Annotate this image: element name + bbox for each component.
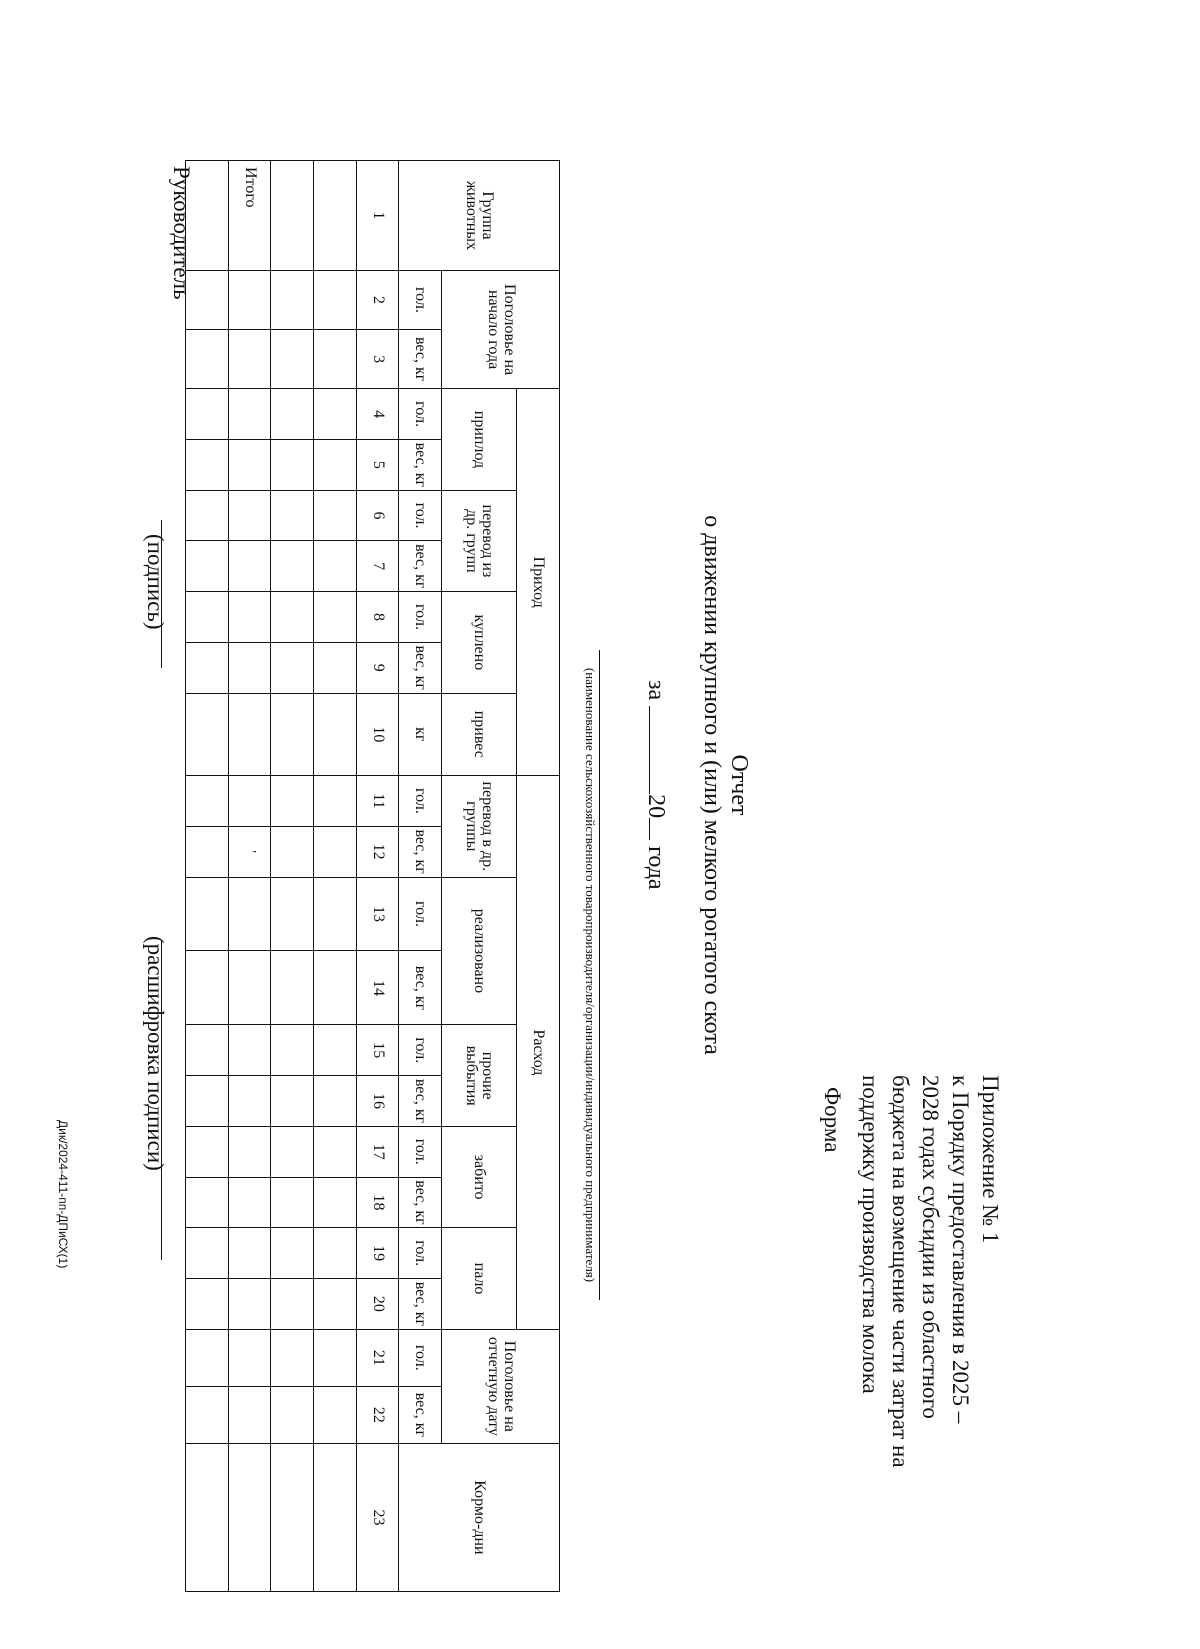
column-number: 13	[356, 877, 399, 951]
header-sold: реализовано	[442, 877, 517, 1025]
unit-head: гол.	[399, 1126, 442, 1177]
unit-weight: вес, кг	[399, 1076, 442, 1127]
unit-kg: кг	[399, 693, 442, 776]
report-title	[698, 200, 752, 1370]
column-number: 6	[356, 490, 399, 541]
signature-block	[120, 160, 200, 1560]
header-offspring: приплод	[442, 389, 517, 490]
table-cell[interactable]	[228, 541, 271, 592]
table-cell[interactable]	[228, 951, 271, 1025]
period-suffix: года	[643, 846, 669, 890]
table-cell[interactable]	[271, 1228, 314, 1279]
table-cell[interactable]	[228, 389, 271, 440]
table-cell[interactable]	[228, 693, 271, 776]
unit-head: гол.	[399, 592, 442, 643]
unit-weight: вес, кг	[399, 1177, 442, 1228]
unit-weight: вес, кг	[399, 541, 442, 592]
table-cell[interactable]	[271, 642, 314, 693]
table-cell[interactable]	[271, 161, 314, 271]
signatory-role: Руководитель	[169, 166, 194, 300]
table-cell[interactable]	[228, 1025, 271, 1076]
unit-weight: вес, кг	[399, 1386, 442, 1443]
table-cell[interactable]	[314, 439, 357, 490]
table-cell[interactable]	[228, 1126, 271, 1177]
table-cell[interactable]	[271, 439, 314, 490]
column-number: 4	[356, 389, 399, 440]
table-cell[interactable]	[271, 1329, 314, 1386]
table-cell[interactable]	[271, 592, 314, 643]
table-cell[interactable]	[228, 1279, 271, 1330]
header-row	[517, 161, 560, 1592]
title-subheading: о движении крупного и (или) мелкого рогатого скота	[699, 515, 725, 1055]
column-number: 19	[356, 1228, 399, 1279]
column-number: 16	[356, 1076, 399, 1127]
table-cell[interactable]	[314, 877, 357, 951]
table-cell[interactable]	[271, 877, 314, 951]
table-cell[interactable]	[314, 1228, 357, 1279]
appendix-note	[855, 1075, 1005, 1595]
column-number: 7	[356, 541, 399, 592]
table-cell[interactable]	[314, 592, 357, 643]
unit-weight: вес, кг	[399, 826, 442, 877]
appendix-line: Приложение № 1	[978, 1075, 1003, 1244]
unit-head: гол.	[399, 776, 442, 827]
column-number: 5	[356, 439, 399, 490]
table-cell[interactable]	[228, 1177, 271, 1228]
data-row	[271, 161, 314, 1592]
table-cell[interactable]	[314, 161, 357, 271]
column-number: 23	[356, 1443, 399, 1591]
table-cell[interactable]	[314, 1443, 357, 1591]
year-blank	[649, 818, 670, 840]
header-transfer-to: перевод в др. группы	[442, 776, 517, 877]
table-cell[interactable]	[228, 592, 271, 643]
unit-weight: вес, кг	[399, 642, 442, 693]
table-cell[interactable]	[271, 490, 314, 541]
column-number: 15	[356, 1025, 399, 1076]
unit-head: гол.	[399, 490, 442, 541]
table-cell[interactable]	[314, 951, 357, 1025]
table-cell[interactable]	[314, 1076, 357, 1127]
table-cell[interactable]	[228, 877, 271, 951]
column-number: 10	[356, 693, 399, 776]
table-cell[interactable]	[271, 951, 314, 1025]
title-heading: Отчет	[726, 754, 752, 816]
unit-head: гол.	[399, 1228, 442, 1279]
table-cell[interactable]	[228, 642, 271, 693]
appendix-line: к Порядку предоставления в 2025 –	[948, 1075, 973, 1424]
table-cell[interactable]	[314, 389, 357, 440]
table-cell[interactable]	[271, 541, 314, 592]
total-row	[228, 161, 271, 1592]
table-cell[interactable]	[271, 1177, 314, 1228]
unit-head: гол.	[399, 389, 442, 440]
table-cell[interactable]	[271, 389, 314, 440]
column-number: 2	[356, 270, 399, 329]
appendix-line: 2028 годах субсидии из областного	[918, 1075, 943, 1419]
table-cell[interactable]	[271, 1025, 314, 1076]
period-prefix: за	[643, 680, 669, 701]
table-cell[interactable]	[314, 693, 357, 776]
unit-head: гол.	[399, 270, 442, 329]
column-number: 11	[356, 776, 399, 827]
header-dead: пало	[442, 1228, 517, 1329]
data-row	[314, 161, 357, 1592]
table-cell[interactable]	[271, 1126, 314, 1177]
table-cell[interactable]	[271, 1279, 314, 1330]
appendix-line: бюджета на возмещение части затрат на	[888, 1075, 913, 1468]
unit-head: гол.	[399, 1329, 442, 1386]
table-cell[interactable]	[314, 642, 357, 693]
table-cell[interactable]	[228, 1443, 271, 1591]
table-cell[interactable]	[314, 1279, 357, 1330]
column-number: 9	[356, 642, 399, 693]
period-blank	[649, 706, 670, 794]
table-cell[interactable]	[271, 1386, 314, 1443]
header-slaughtered: забито	[442, 1126, 517, 1227]
signature-caption: (подпись)	[143, 534, 168, 630]
unit-weight: вес, кг	[399, 330, 442, 389]
table-cell[interactable]	[228, 1386, 271, 1443]
producer-name-caption: (наименование сельскохозяйственного товаропроизводителя/организации/индивидуального предпринимателя)	[583, 667, 598, 1283]
table-cell[interactable]	[228, 490, 271, 541]
table-cell[interactable]	[314, 1177, 357, 1228]
period-year-prefix: 20	[643, 794, 669, 819]
table-cell[interactable]	[314, 1025, 357, 1076]
table-cell[interactable]	[314, 1386, 357, 1443]
column-number: 18	[356, 1177, 399, 1228]
table-cell[interactable]	[314, 826, 357, 877]
unit-weight: вес, кг	[399, 1279, 442, 1330]
table-cell[interactable]	[314, 330, 357, 389]
header-weight-gain: привес	[442, 693, 517, 776]
unit-head: гол.	[399, 1025, 442, 1076]
form-label: Форма	[820, 1087, 845, 1153]
table-cell[interactable]	[228, 439, 271, 490]
column-number-row	[356, 161, 399, 1592]
table-cell[interactable]	[271, 776, 314, 827]
table-cell[interactable]	[228, 1228, 271, 1279]
header-animal-group: Группа животных	[399, 161, 560, 271]
table-cell[interactable]	[314, 541, 357, 592]
table-cell[interactable]	[271, 826, 314, 877]
appendix-line: поддержку производства молока	[858, 1075, 883, 1394]
table-cell[interactable]	[271, 693, 314, 776]
column-number: 21	[356, 1329, 399, 1386]
table-cell[interactable]	[228, 330, 271, 389]
header-other-disposals: прочие выбытия	[442, 1025, 517, 1126]
table-cell[interactable]	[228, 1076, 271, 1127]
table-cell[interactable]	[271, 1443, 314, 1591]
table-cell[interactable]	[314, 1126, 357, 1177]
livestock-movement-table	[185, 160, 560, 1592]
signature-decode-caption: (расшифровка подписи)	[143, 936, 168, 1171]
header-income: Приход	[517, 389, 560, 776]
column-number: 14	[356, 951, 399, 1025]
table-cell[interactable]	[314, 490, 357, 541]
unit-head: гол.	[399, 877, 442, 951]
table-cell[interactable]	[314, 776, 357, 827]
header-feed-days: Кормо-дни	[399, 1443, 560, 1591]
header-bought: куплено	[442, 592, 517, 693]
total-label: Итого	[228, 161, 271, 271]
table-cell[interactable]	[228, 1329, 271, 1386]
unit-weight: вес, кг	[399, 439, 442, 490]
header-head-start: Поголовье на начало года	[442, 270, 560, 388]
stray-mark: '	[228, 826, 271, 877]
column-number: 17	[356, 1126, 399, 1177]
column-number: 22	[356, 1386, 399, 1443]
document-reference: Дик/2024-411-пп-ДПиСХ(1)	[56, 1120, 70, 1269]
column-number: 3	[356, 330, 399, 389]
column-number: 1	[356, 161, 399, 271]
header-transfer-from: перевод из др. групп	[442, 490, 517, 591]
header-head-end: Поголовье на отчетную дату	[442, 1329, 560, 1443]
producer-name-line	[599, 650, 600, 1300]
report-period	[642, 680, 670, 890]
table-cell[interactable]	[314, 270, 357, 329]
units-row	[399, 161, 442, 1592]
table-cell[interactable]	[228, 270, 271, 329]
table-cell[interactable]	[271, 270, 314, 329]
table-cell[interactable]	[314, 1329, 357, 1386]
table-cell[interactable]	[228, 776, 271, 827]
column-number: 12	[356, 826, 399, 877]
header-expense: Расход	[517, 776, 560, 1330]
column-number: 20	[356, 1279, 399, 1330]
table-cell[interactable]	[271, 330, 314, 389]
unit-weight: вес, кг	[399, 951, 442, 1025]
table-cell[interactable]	[271, 1076, 314, 1127]
column-number: 8	[356, 592, 399, 643]
